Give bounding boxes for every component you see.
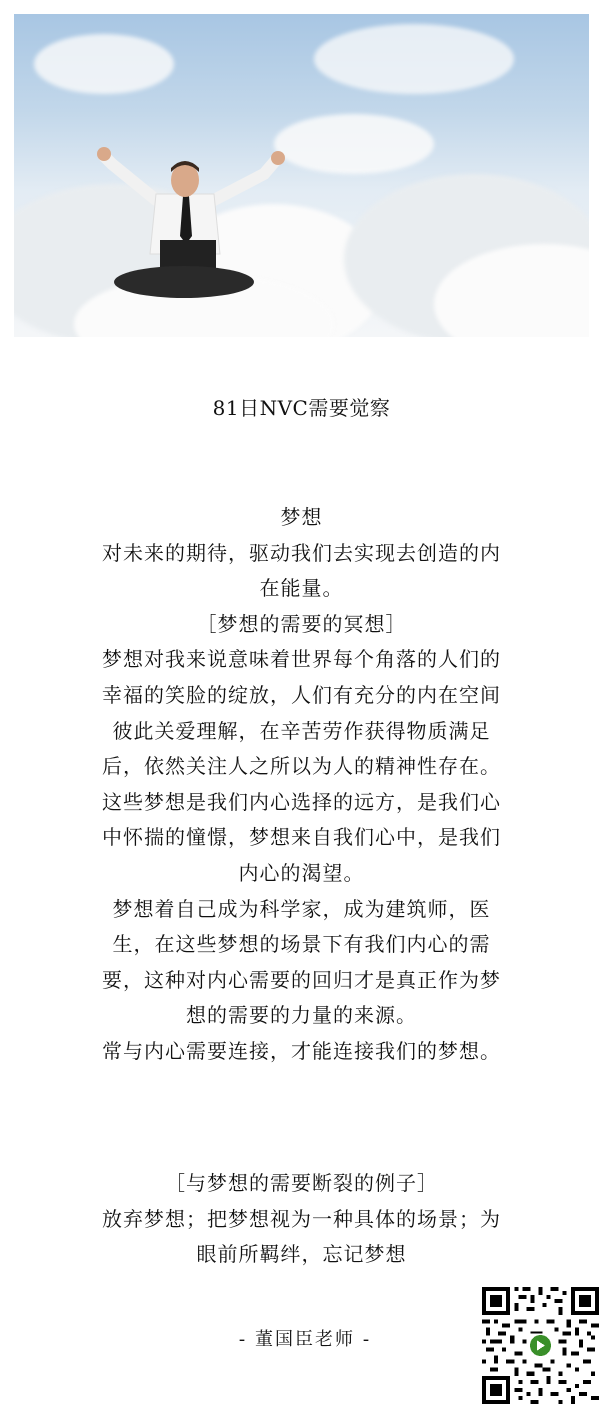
text-line: 彼此关爱理解，在辛苦劳作获得物质满足 xyxy=(112,718,491,743)
text-line: 梦想着自己成为科学家，成为建筑师，医 xyxy=(112,896,491,921)
examples-section xyxy=(70,1166,533,1273)
author-signature: - 董国臣老师 - xyxy=(238,1329,372,1350)
celebrating-man-illustration xyxy=(64,144,304,324)
text-line: 内心的渴望。 xyxy=(238,860,365,885)
text-line: 眼前所羁绊，忘记梦想 xyxy=(196,1242,407,1267)
text-line: 在能量。 xyxy=(259,576,344,601)
text-line: 对未来的期待，驱动我们去实现去创造的内 xyxy=(102,540,501,565)
section-heading: ［与梦想的需要断裂的例子］ xyxy=(165,1171,438,1195)
article-body xyxy=(70,500,533,1070)
text-line: 这些梦想是我们内心选择的远方，是我们心 xyxy=(102,789,501,814)
text-line: 后，依然关注人之所以为人的精神性存在。 xyxy=(102,754,501,779)
text-line: 生，在这些梦想的场景下有我们内心的需 xyxy=(112,932,491,957)
cloud xyxy=(314,24,514,94)
text-line: 梦想对我来说意味着世界每个角落的人们的 xyxy=(102,647,501,672)
text-line: 幸福的笑脸的绽放，人们有充分的内在空间 xyxy=(102,682,501,707)
qr-code-icon[interactable] xyxy=(482,1287,599,1404)
text-line: 要，这种对内心需要的回归才是真正作为梦 xyxy=(102,967,501,992)
text-line: ［梦想的需要的冥想］ xyxy=(196,611,407,636)
text-line: 想的需要的力量的来源。 xyxy=(186,1003,417,1028)
text-line: 常与内心需要连接，才能连接我们的梦想。 xyxy=(102,1038,501,1063)
text-line: 放弃梦想；把梦想视为一种具体的场景；为 xyxy=(102,1206,501,1231)
text-line: 中怀揣的憧憬，梦想来自我们心中，是我们 xyxy=(102,825,501,850)
hero-image xyxy=(14,14,589,337)
page-title: 81日NVC需要觉察 xyxy=(212,396,391,420)
cloud xyxy=(34,34,174,94)
qr-code-graphic xyxy=(482,1287,599,1404)
text-line: 梦想 xyxy=(280,505,323,529)
